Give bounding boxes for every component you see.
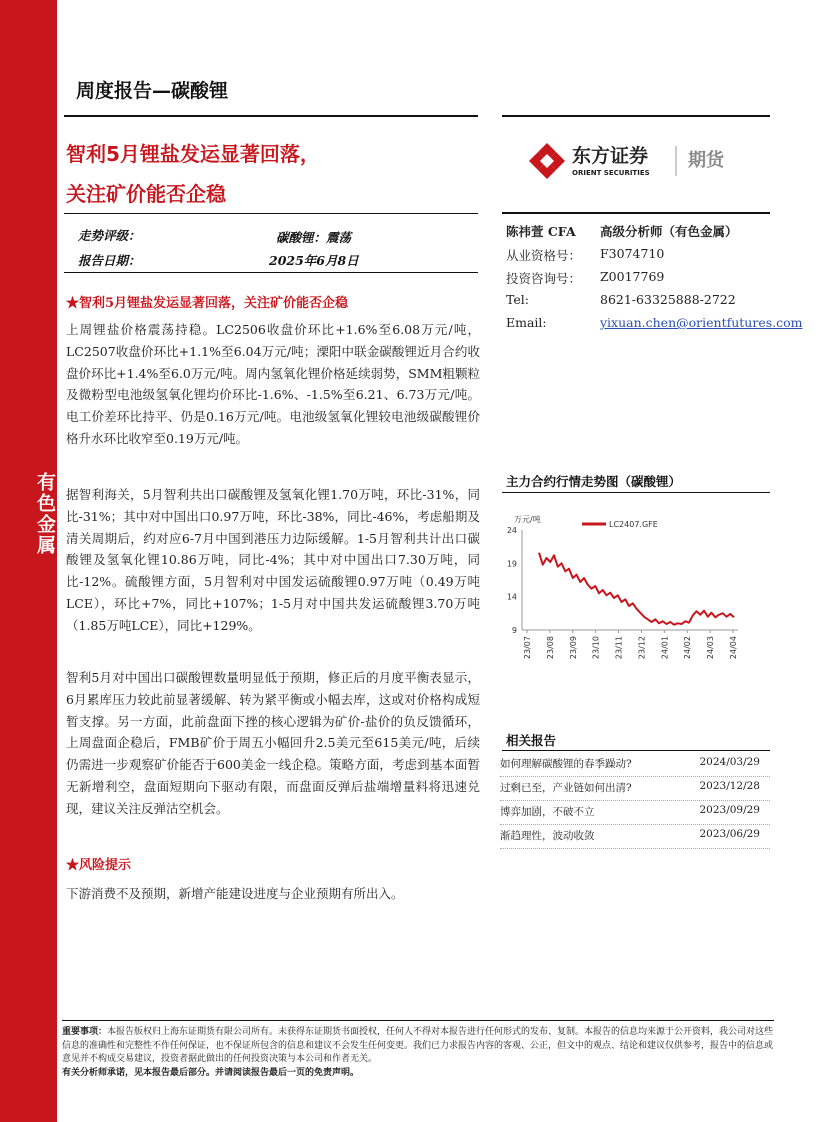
headline-line2: 关注矿价能否企稳 — [66, 182, 226, 206]
top-rule-right — [502, 115, 770, 117]
y-tick-label: 14 — [506, 592, 517, 602]
paragraph-3-text: 智利5月对中国出口碳酸锂数量明显低于预期，修正后的月度平衡表显示，6月累库压力较此前显著缓解、转为紧平衡或小幅去库，这或对价格构成短暂支撑。另一方面，此前盘面下挫的核心逻辑为矿价-盐价的负反馈循环，上周盘面企稳后，FMB矿价于周五小幅回升2.5美元至615美元/吨，后续仍需进一步观察矿价能否于600美金一线企稳。策略方面，考虑到基本面暂无新增利空，盘面短期向下驱动有限，而盘面反弹后盐端增量料将迅速兑现，建议关注反弹沽空机会。 — [66, 670, 480, 816]
related-rule — [502, 750, 770, 751]
x-tick-label: 23/11 — [614, 636, 624, 660]
sidebar-label: 有色金属 — [34, 472, 56, 556]
analyst-title: 高级分析师（有色金属） — [600, 224, 738, 239]
paragraph-2 — [66, 484, 480, 637]
x-tick-label: 23/12 — [637, 636, 647, 660]
consult-value: Z0017769 — [600, 269, 665, 284]
related-report-row[interactable] — [500, 800, 770, 825]
disclaimer-text: 本报告版权归上海东证期货有限公司所有。未获得东证期货书面授权，任何人不得对本报告进行任何形式的发布、复制。本报告的信息均来源于公开资料，我公司对这些信息的准确性和完整性不作任何保证，也不保证所包含的信息和建议不会发生任何变更。我们已力求报告内容的客观、公正，但文中的观点、结论和建议仅供参考，报告中的信息或意见并不构成交易建议，投资者据此做出的任何投资决策与本公司和作者无关。 — [62, 1027, 774, 1064]
x-tick-label: 23/07 — [523, 636, 532, 660]
license-value: F3074710 — [600, 246, 665, 261]
risk-text: 下游消费不及预期，新增产能建设进度与企业预期有所出入。 — [66, 886, 404, 901]
logo-sub: 期货 — [688, 150, 724, 171]
top-rule-left — [64, 115, 478, 117]
analyst-rule — [502, 212, 770, 214]
logo-en: ORIENT SECURITIES — [572, 169, 650, 177]
related-report-date: 2023/12/28 — [699, 780, 760, 792]
related-report-title[interactable]: 如何理解碳酸锂的春季躁动? — [500, 758, 632, 770]
email-link[interactable]: yixuan.chen@orientfutures.com — [600, 315, 803, 330]
x-tick-label: 24/01 — [660, 636, 670, 660]
disclaimer-note: 有关分析师承诺，见本报告最后部分。并请阅读报告最后一页的免责声明。 — [62, 1067, 360, 1078]
company-logo — [526, 140, 766, 182]
report-type: 周度报告—碳酸锂 — [76, 80, 229, 102]
headline-line1: 智利5月锂盐发运显著回落， — [66, 142, 320, 166]
analyst-name: 陈祎萱 CFA — [506, 224, 576, 239]
footer-rule — [62, 1020, 774, 1021]
license-label: 从业资格号： — [506, 248, 582, 263]
related-title: 相关报告 — [506, 733, 557, 748]
price-chart — [500, 500, 770, 670]
related-report-date: 2023/09/29 — [699, 804, 760, 816]
logo-mark-icon — [529, 143, 565, 179]
sidebar — [0, 0, 57, 1122]
meta-rule-top — [64, 213, 478, 214]
related-report-title[interactable]: 渐趋理性，波动收敛 — [500, 830, 595, 842]
date-label: 报告日期： — [78, 253, 141, 268]
logo-cn: 东方证券 — [572, 145, 649, 167]
related-report-title[interactable]: 过剩已至，产业链如何出清? — [500, 782, 632, 794]
y-tick-label: 19 — [506, 559, 517, 569]
disclaimer — [62, 1026, 774, 1080]
chart-rule — [502, 492, 770, 493]
related-report-date: 2023/06/29 — [699, 828, 760, 840]
related-report-row[interactable] — [500, 824, 770, 849]
date-value: 2025年6月8日 — [269, 253, 359, 268]
rating-value: 碳酸锂：震荡 — [276, 230, 352, 245]
related-report-date: 2024/03/29 — [699, 756, 760, 768]
paragraph-1 — [66, 319, 480, 450]
series-line — [539, 553, 734, 625]
y-tick-label: 9 — [511, 626, 517, 635]
paragraph-3 — [66, 667, 480, 820]
x-tick-label: 23/09 — [568, 636, 578, 660]
rating-label: 走势评级： — [78, 228, 141, 243]
chart-title: 主力合约行情走势图（碳酸锂） — [506, 474, 682, 489]
paragraph-1-text: 上周锂盐价格震荡持稳。LC2506收盘价环比+1.6%至6.08万元/吨，LC2507收盘价环比+1.1%至6.04万元/吨；溧阳中联金碳酸锂近月合约收盘价环比+1.4%至6.0万元/吨。周内氢氧化锂价格延续弱势，SMM粗颗粒及微粉型电池级氢氧化锂均价环比-1.6%、-1.5%至6.21、6.73万元/吨。电工价差环比持平、仍是0.16万元/吨。电池级氢氧化锂较电池级碳酸锂价格升水环比收窄至0.19万元/吨。 — [66, 322, 480, 446]
y-axis-label: 万元/吨 — [514, 515, 541, 524]
legend-label: LC2407.GFE — [609, 520, 658, 529]
x-tick-label: 24/03 — [706, 636, 716, 660]
related-report-row[interactable] — [500, 776, 770, 801]
x-tick-label: 24/02 — [683, 636, 693, 660]
x-tick-label: 24/04 — [729, 636, 738, 660]
x-tick-label: 23/08 — [545, 636, 555, 660]
consult-label: 投资咨询号： — [506, 271, 582, 286]
related-report-row[interactable] — [500, 752, 770, 777]
tel-value: 8621-63325888-2722 — [600, 292, 736, 307]
risk-title: ★风险提示 — [66, 858, 132, 873]
meta-rule-bottom — [64, 272, 478, 273]
disclaimer-label: 重要事项： — [62, 1027, 108, 1037]
tel-label: Tel: — [506, 292, 529, 307]
related-report-title[interactable]: 博弈加剧，不破不立 — [500, 806, 595, 818]
section-title: ★智利5月锂盐发运显著回落，关注矿价能否企稳 — [66, 296, 349, 311]
x-tick-label: 23/10 — [591, 636, 601, 660]
paragraph-2-text: 据智利海关，5月智利共出口碳酸锂及氢氧化锂1.70万吨，环比-31%，同比-31%；其中对中国出口0.97万吨，环比-38%，同比-46%，考虑船期及清关周期后，约对应6-7月中国到港压力边际缓解。1-5月智利共计出口碳酸锂及氢氧化锂10.86万吨，同比-4%；其中对中国出口7.30万吨，同比-12%。硫酸锂方面，5月智利对中国发运硫酸锂0.97万吨（0.49万吨LCE），环比+7%，同比+107%；1-5月对中国共发运硫酸锂3.70万吨（1.85万吨LCE），同比+129%。 — [66, 487, 480, 633]
y-tick-label: 24 — [506, 526, 517, 535]
email-label: Email: — [506, 315, 547, 330]
